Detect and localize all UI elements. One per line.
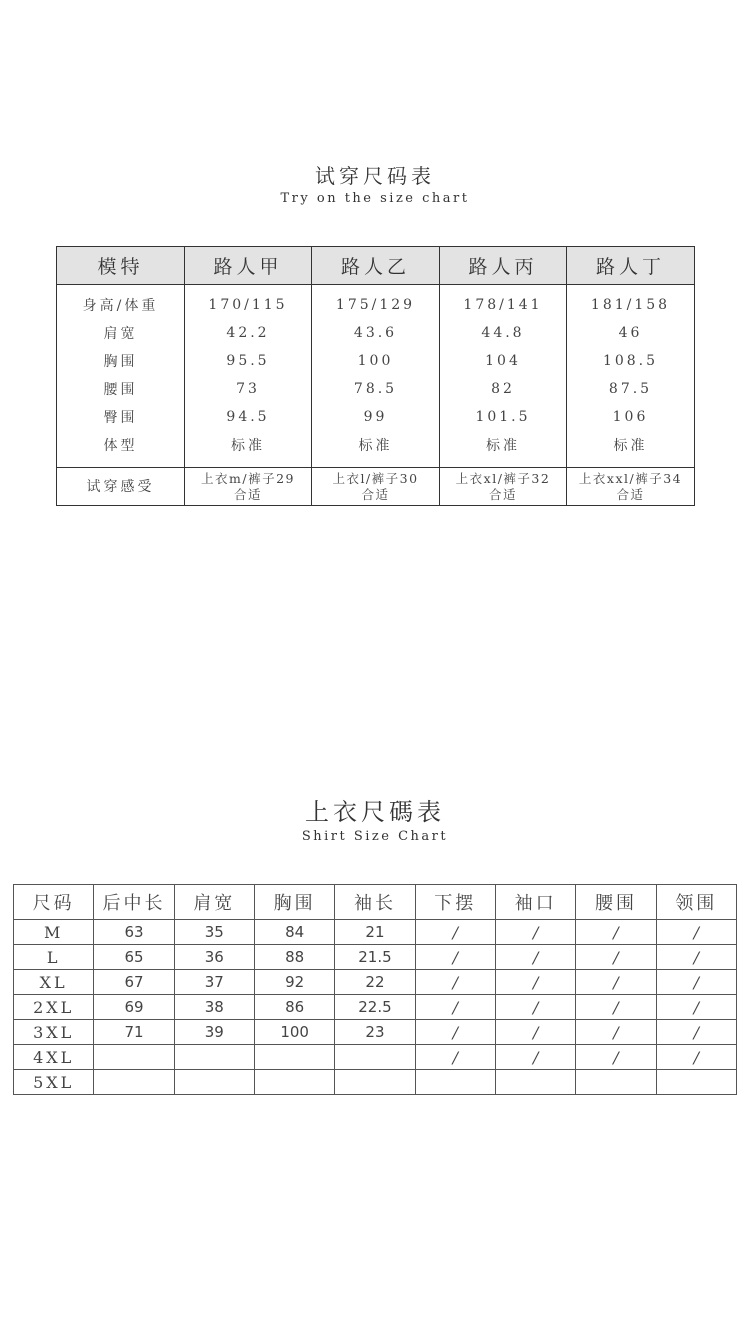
fit-header-cell: 路人乙 — [312, 247, 440, 285]
shirt-measure-cell — [656, 1070, 736, 1095]
shirt-measure-cell — [254, 1070, 334, 1095]
fit-cell: 104 — [440, 347, 567, 375]
shirt-header-cell: 袖长 — [335, 885, 415, 920]
shirt-size-row — [14, 920, 737, 945]
fit-row-feeling — [57, 468, 695, 506]
shirt-measure-cell: 35 — [174, 920, 254, 945]
shirt-measure-cell: / — [415, 1045, 495, 1070]
fit-header-cell: 路人丙 — [440, 247, 567, 285]
fit-row-height-weight — [57, 285, 695, 320]
fit-cell: 106 — [567, 403, 695, 431]
shirt-measure-cell — [576, 1070, 656, 1095]
shirt-measure-cell: 69 — [94, 995, 174, 1020]
shirt-size-table — [13, 884, 737, 1095]
fit-row-chest — [57, 347, 695, 375]
fit-feel-size: 上衣xxl/裤子34 — [578, 470, 683, 486]
fit-header-cell: 路人甲 — [185, 247, 312, 285]
fit-cell: 82 — [440, 375, 567, 403]
shirt-measure-cell: 63 — [94, 920, 174, 945]
fit-cell: 标准 — [312, 431, 440, 468]
shirt-measure-cell: / — [656, 995, 736, 1020]
fit-cell: 标准 — [440, 431, 567, 468]
fit-header-cell: 路人丁 — [567, 247, 695, 285]
fit-cell: 42.2 — [185, 319, 312, 347]
shirt-measure-cell: / — [415, 920, 495, 945]
fit-header-row — [57, 247, 695, 285]
shirt-measure-cell: 21.5 — [335, 945, 415, 970]
shirt-measure-cell: 37 — [174, 970, 254, 995]
shirt-measure-cell: / — [415, 1020, 495, 1045]
shirt-measure-cell — [335, 1070, 415, 1095]
shirt-measure-cell: / — [656, 1045, 736, 1070]
shirt-measure-cell: / — [495, 970, 575, 995]
shirt-measure-cell — [335, 1045, 415, 1070]
shirt-size-row — [14, 1020, 737, 1045]
shirt-measure-cell — [174, 1070, 254, 1095]
fit-row-label: 体型 — [57, 431, 185, 468]
shirt-measure-cell: 22.5 — [335, 995, 415, 1020]
shirt-measure-cell — [94, 1045, 174, 1070]
shirt-size-label: XL — [14, 970, 94, 995]
shirt-header-cell: 尺码 — [14, 885, 94, 920]
fit-row-body-type — [57, 431, 695, 468]
fit-cell: 46 — [567, 319, 695, 347]
fit-cell: 44.8 — [440, 319, 567, 347]
fit-cell: 73 — [185, 375, 312, 403]
fit-row-label: 臀围 — [57, 403, 185, 431]
shirt-size-label: 4XL — [14, 1045, 94, 1070]
shirt-size-row — [14, 1045, 737, 1070]
shirt-measure-cell: / — [576, 1020, 656, 1045]
fit-row-shoulder — [57, 319, 695, 347]
shirt-measure-cell: / — [495, 945, 575, 970]
shirt-measure-cell: / — [495, 1020, 575, 1045]
fit-cell: 94.5 — [185, 403, 312, 431]
fit-row-label: 身高/体重 — [57, 285, 185, 320]
shirt-measure-cell: / — [415, 945, 495, 970]
shirt-measure-cell: 84 — [254, 920, 334, 945]
shirt-measure-cell: 86 — [254, 995, 334, 1020]
fit-cell: 101.5 — [440, 403, 567, 431]
fit-cell: 175/129 — [312, 285, 440, 320]
shirt-chart-title: 上衣尺碼表 — [305, 798, 445, 826]
fit-cell: 标准 — [185, 431, 312, 468]
shirt-measure-cell: / — [656, 945, 736, 970]
fit-feel-cell — [185, 468, 312, 506]
shirt-header-cell: 领围 — [656, 885, 736, 920]
shirt-size-label: L — [14, 945, 94, 970]
shirt-size-row — [14, 970, 737, 995]
shirt-header-cell: 腰围 — [576, 885, 656, 920]
shirt-measure-cell: 23 — [335, 1020, 415, 1045]
shirt-header-cell: 袖口 — [495, 885, 575, 920]
shirt-measure-cell: 65 — [94, 945, 174, 970]
fit-feel-cell — [312, 468, 440, 506]
fit-cell: 标准 — [567, 431, 695, 468]
fit-row-label: 试穿感受 — [57, 468, 185, 506]
fit-cell: 78.5 — [312, 375, 440, 403]
shirt-measure-cell — [174, 1045, 254, 1070]
shirt-header-cell: 胸围 — [254, 885, 334, 920]
shirt-size-row — [14, 1070, 737, 1095]
shirt-header-row — [14, 885, 737, 920]
shirt-measure-cell: / — [656, 920, 736, 945]
shirt-measure-cell: / — [495, 995, 575, 1020]
fit-feel-verdict: 合适 — [361, 486, 390, 502]
shirt-header-cell: 后中长 — [94, 885, 174, 920]
fit-feel-size: 上衣l/裤子30 — [332, 470, 419, 486]
shirt-measure-cell: 39 — [174, 1020, 254, 1045]
shirt-measure-cell: 21 — [335, 920, 415, 945]
shirt-measure-cell: 38 — [174, 995, 254, 1020]
shirt-measure-cell: / — [656, 970, 736, 995]
fit-cell: 178/141 — [440, 285, 567, 320]
fit-cell: 170/115 — [185, 285, 312, 320]
fit-row-waist — [57, 375, 695, 403]
fit-row-hip — [57, 403, 695, 431]
fit-size-table — [56, 246, 695, 506]
fit-chart-subtitle: Try on the size chart — [280, 191, 470, 206]
shirt-measure-cell: / — [656, 1020, 736, 1045]
shirt-size-label: 5XL — [14, 1070, 94, 1095]
fit-feel-cell — [567, 468, 695, 506]
shirt-chart-subtitle: Shirt Size Chart — [301, 829, 449, 844]
fit-cell: 99 — [312, 403, 440, 431]
shirt-measure-cell: / — [576, 970, 656, 995]
shirt-size-label: M — [14, 920, 94, 945]
fit-feel-cell — [440, 468, 567, 506]
fit-row-label: 胸围 — [57, 347, 185, 375]
fit-cell: 87.5 — [567, 375, 695, 403]
shirt-chart-title-block — [0, 792, 750, 844]
shirt-measure-cell: / — [495, 920, 575, 945]
shirt-measure-cell: 92 — [254, 970, 334, 995]
fit-row-label: 腰围 — [57, 375, 185, 403]
shirt-measure-cell: 88 — [254, 945, 334, 970]
fit-feel-verdict: 合适 — [488, 486, 517, 502]
fit-feel-size: 上衣xl/裤子32 — [455, 470, 551, 486]
shirt-measure-cell: / — [576, 1045, 656, 1070]
fit-cell: 95.5 — [185, 347, 312, 375]
shirt-measure-cell: 71 — [94, 1020, 174, 1045]
shirt-measure-cell: / — [576, 945, 656, 970]
fit-row-label: 肩宽 — [57, 319, 185, 347]
shirt-measure-cell: / — [576, 920, 656, 945]
shirt-measure-cell: 36 — [174, 945, 254, 970]
shirt-measure-cell — [415, 1070, 495, 1095]
shirt-size-row — [14, 995, 737, 1020]
fit-feel-verdict: 合适 — [233, 486, 262, 502]
shirt-header-cell: 肩宽 — [174, 885, 254, 920]
fit-feel-verdict: 合适 — [616, 486, 645, 502]
fit-cell: 108.5 — [567, 347, 695, 375]
shirt-measure-cell: / — [415, 995, 495, 1020]
fit-feel-size: 上衣m/裤子29 — [201, 470, 295, 486]
fit-cell: 100 — [312, 347, 440, 375]
shirt-measure-cell: 67 — [94, 970, 174, 995]
shirt-measure-cell: / — [495, 1045, 575, 1070]
shirt-header-cell: 下摆 — [415, 885, 495, 920]
shirt-size-label: 3XL — [14, 1020, 94, 1045]
shirt-measure-cell: / — [576, 995, 656, 1020]
shirt-measure-cell — [94, 1070, 174, 1095]
shirt-size-row — [14, 945, 737, 970]
shirt-measure-cell — [495, 1070, 575, 1095]
fit-chart-title-block — [0, 160, 750, 206]
shirt-measure-cell — [254, 1045, 334, 1070]
fit-cell: 43.6 — [312, 319, 440, 347]
fit-header-cell: 模特 — [57, 247, 185, 285]
shirt-measure-cell: / — [415, 970, 495, 995]
shirt-size-label: 2XL — [14, 995, 94, 1020]
shirt-measure-cell: 100 — [254, 1020, 334, 1045]
fit-chart-title: 试穿尺码表 — [315, 164, 435, 188]
shirt-measure-cell: 22 — [335, 970, 415, 995]
fit-cell: 181/158 — [567, 285, 695, 320]
